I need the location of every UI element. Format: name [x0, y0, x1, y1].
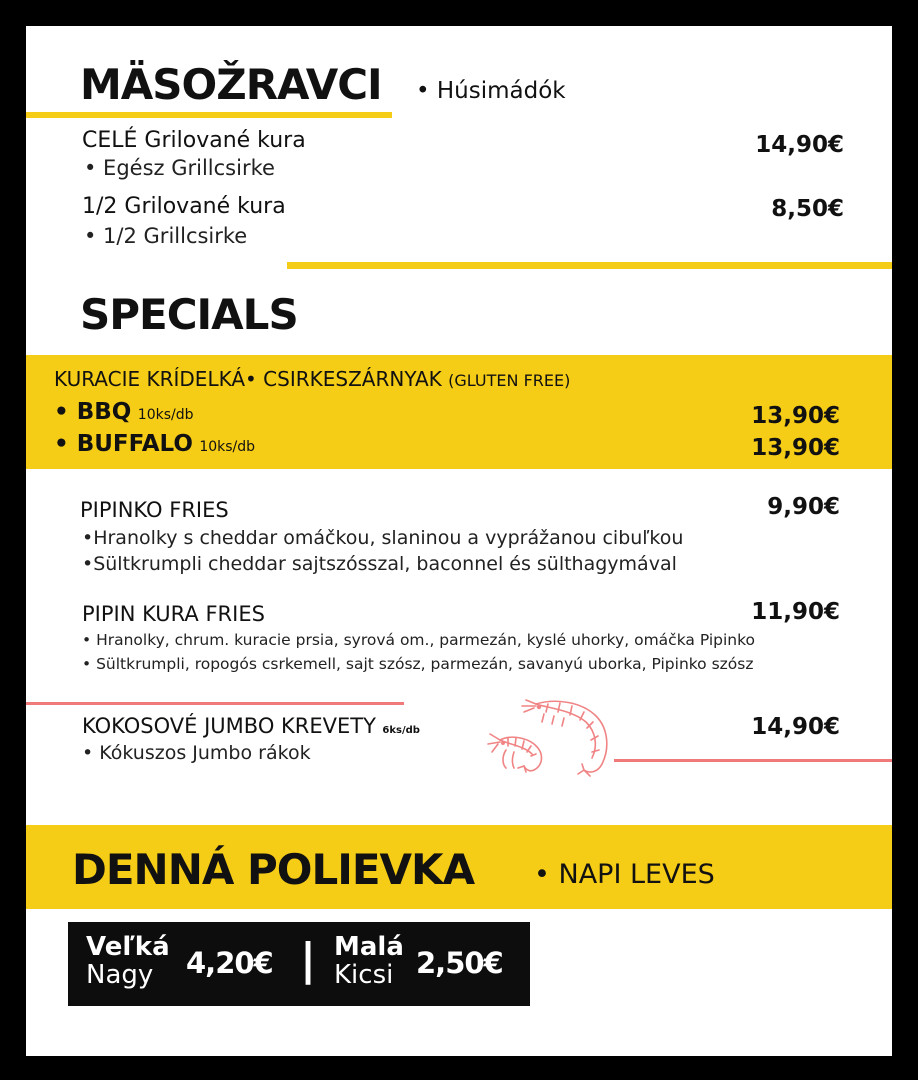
item-qty-krevety: 6ks/db	[382, 725, 420, 736]
item-desc-sk-pipinko-fries: •Hranolky s cheddar omáčkou, slaninou a vyprážanou cibuľkou	[82, 527, 684, 549]
soup-small-label-hu: Kicsi	[334, 960, 394, 990]
soup-large-label-sk: Veľká	[86, 932, 170, 962]
item-price-pipin-kura-fries: 11,90€	[751, 599, 840, 625]
wings-gluten-note: (GLUTEN FREE)	[448, 371, 571, 390]
item-name-whole-chicken: CELÉ Grilované kura	[82, 128, 306, 153]
red-divider-right	[614, 759, 892, 762]
wings-title-sk: KURACIE KRÍDELKÁ	[54, 367, 246, 391]
yellow-divider-bar	[287, 262, 892, 269]
item-name-row-krevety	[82, 714, 420, 738]
item-price-half-chicken: 8,50€	[771, 196, 844, 222]
item-desc-krevety: • Kókuszos Jumbo rákok	[82, 742, 311, 764]
item-price-krevety: 14,90€	[751, 714, 840, 740]
variant-price-bbq: 13,90€	[751, 403, 840, 429]
item-name-pipin-kura-fries: PIPIN KURA FRIES	[82, 602, 265, 626]
yellow-underline-bar	[26, 112, 392, 118]
soup-small-price: 2,50€	[416, 946, 503, 980]
item-desc-whole-chicken: • Egész Grillcsirke	[84, 156, 275, 180]
variant-name-bbq: • BBQ	[54, 399, 132, 425]
section-subtitle-napi-leves: • NAPI LEVES	[534, 859, 715, 890]
variant-name-buffalo: • BUFFALO	[54, 431, 193, 457]
section-title-denna-polievka: DENNÁ POLIEVKA	[72, 845, 475, 894]
red-divider-left	[26, 702, 404, 705]
item-desc-sk-pipin-kura-fries: • Hranolky, chrum. kuracie prsia, syrová om., parmezán, kyslé uhorky, omáčka Pipinko	[82, 631, 756, 649]
soup-price-separator: |	[300, 934, 317, 985]
item-price-pipinko-fries: 9,90€	[767, 494, 840, 520]
soup-price-box	[68, 922, 530, 1006]
wings-variant-bbq	[54, 399, 194, 425]
wings-highlight-band	[26, 355, 892, 469]
soup-small-label-sk: Malá	[334, 932, 404, 962]
item-price-whole-chicken: 14,90€	[755, 132, 844, 158]
soup-large-price: 4,20€	[186, 946, 273, 980]
item-desc-half-chicken: • 1/2 Grillcsirke	[84, 224, 248, 248]
section-subtitle-husimadok: • Húsimádók	[416, 78, 566, 104]
soup-highlight-band	[26, 825, 892, 909]
item-desc-hu-pipinko-fries: •Sültkrumpli cheddar sajtszósszal, baconnel és sülthagymával	[82, 553, 677, 575]
variant-qty-buffalo: 10ks/db	[199, 439, 256, 455]
item-name-krevety: KOKOSOVÉ JUMBO KREVETY	[82, 714, 376, 738]
soup-large-label-hu: Nagy	[86, 960, 154, 990]
item-name-half-chicken: 1/2 Grilované kura	[82, 194, 286, 219]
wings-title-hu: • CSIRKESZÁRNYAK	[245, 367, 442, 391]
section-title-specials: SPECIALS	[80, 290, 298, 339]
variant-price-buffalo: 13,90€	[751, 435, 840, 461]
item-name-pipinko-fries: PIPINKO FRIES	[80, 498, 229, 522]
menu-sheet	[26, 26, 892, 1056]
wings-variant-buffalo	[54, 431, 255, 457]
variant-qty-bbq: 10ks/db	[137, 407, 194, 423]
item-desc-hu-pipin-kura-fries: • Sültkrumpli, ropogós csrkemell, sajt szósz, parmezán, savanyú uborka, Pipinko szósz	[82, 655, 754, 673]
wings-title-row	[54, 367, 570, 391]
shrimp-icon	[486, 694, 616, 778]
section-title-masozravci: MÄSOŽRAVCI	[80, 60, 382, 109]
